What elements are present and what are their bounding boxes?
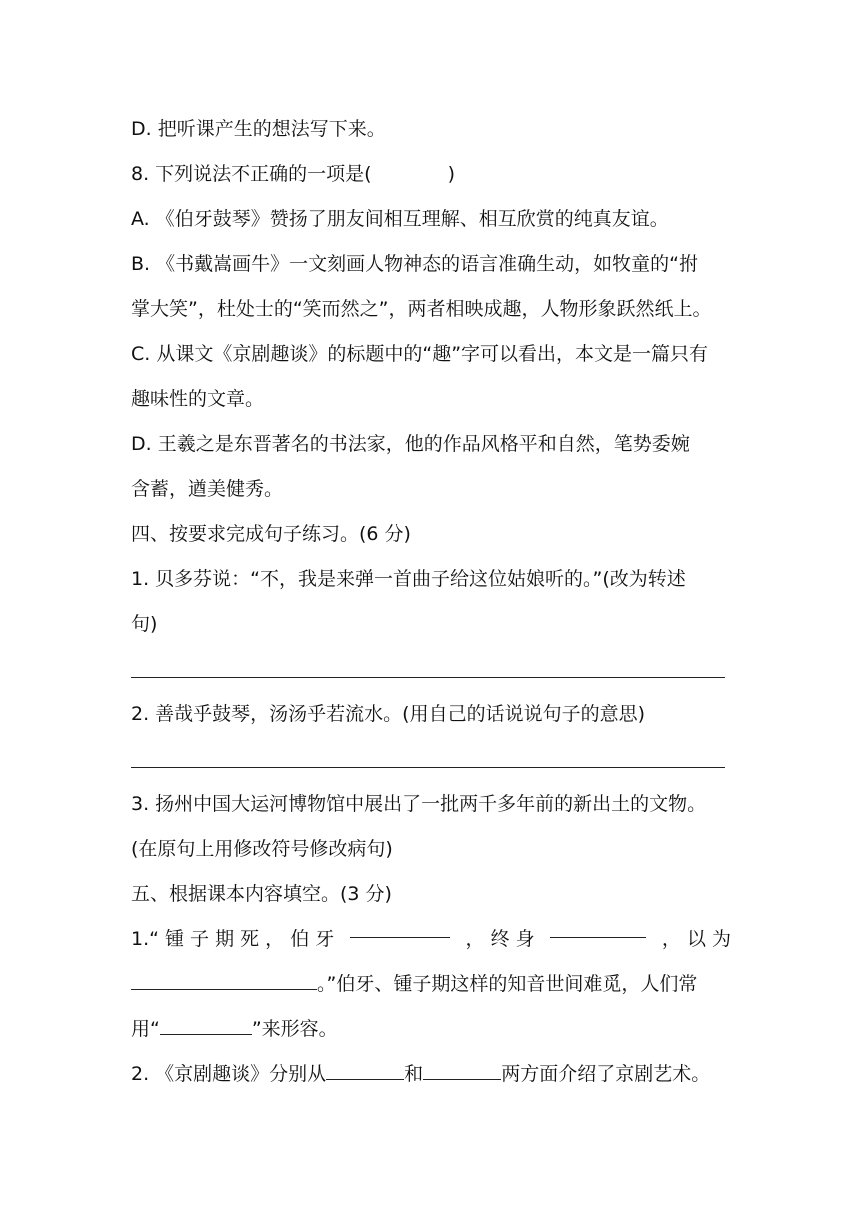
sentence-3-line2: (在原句上用修改符号修改病句) [131,838,393,860]
option-d-q8-line1: D. 王羲之是东晋著名的书法家，他的作品风格平和自然，笔势委婉 [131,433,690,455]
fill-2-text-a: 2. 《京剧趣谈》分别从 [131,1063,327,1085]
fill-blank-1[interactable] [350,917,450,938]
fill-2-text-c: 两方面介绍了京剧艺术。 [501,1063,711,1085]
fill-2-text-b: 和 [404,1063,424,1085]
fill-blank-4[interactable] [160,1014,252,1035]
option-a-q8: A. 《伯牙鼓琴》赞扬了朋友间相互理解、相互欣赏的纯真友谊。 [131,208,669,230]
fill-1-line3 [131,1007,731,1052]
sentence-2: 2. 善哉乎鼓琴，汤汤乎若流水。(用自己的话说说句子的意思) [131,703,645,725]
worksheet-page [131,107,731,1097]
option-d-q8-line2: 含蓄，遒美健秀。 [131,478,284,500]
sentence-1-line1: 1. 贝多芬说：“不，我是来弹一首曲子给这位姑娘听的。”(改为转述 [131,568,686,590]
option-c-q8-line2: 趣味性的文章。 [131,388,265,410]
fill-1-text-f: ”来形容。 [251,1018,338,1040]
answer-line-1[interactable] [131,647,731,692]
option-b-q8-line1: B. 《书戴嵩画牛》一文刻画人物神态的语言准确生动，如牧童的“拊 [131,253,698,275]
fill-1-text-e: 用“ [131,1018,160,1040]
answer-line-2[interactable] [131,737,731,782]
fill-blank-5[interactable] [326,1059,404,1080]
fill-blank-3[interactable] [131,969,317,990]
option-c-q8-line1: C. 从课文《京剧趣谈》的标题中的“趣”字可以看出，本文是一篇只有 [131,343,709,365]
fill-1-line2 [131,962,731,1007]
sentence-3-line1: 3. 扬州中国大运河博物馆中展出了一批两千多年前的新出土的文物。 [131,793,707,815]
fill-1-text-b: ， 终 身 [465,928,535,950]
fill-blank-6[interactable] [423,1059,501,1080]
section-5-heading: 五、根据课本内容填空。(3 分) [131,883,392,905]
fill-1-text-a: 1.“ 锺 子 期 死 ， 伯 牙 [131,928,335,950]
fill-1-text-d: 。”伯牙、锺子期这样的知音世间难觅，人们常 [317,973,698,995]
fill-1-line1 [131,917,731,962]
question-8: 8. 下列说法不正确的一项是( ) [131,163,455,185]
option-d-q7: D. 把听课产生的想法写下来。 [131,118,386,140]
fill-2-line [131,1052,731,1097]
sentence-1-line2: 句) [131,613,158,635]
option-b-q8-line2: 掌大笑”，杜处士的“笑而然之”，两者相映成趣，人物形象跃然纸上。 [131,298,712,320]
section-4-heading: 四、按要求完成句子练习。(6 分) [131,523,411,545]
fill-blank-2[interactable] [550,917,646,938]
fill-1-text-c: ， 以 为 [661,928,731,950]
